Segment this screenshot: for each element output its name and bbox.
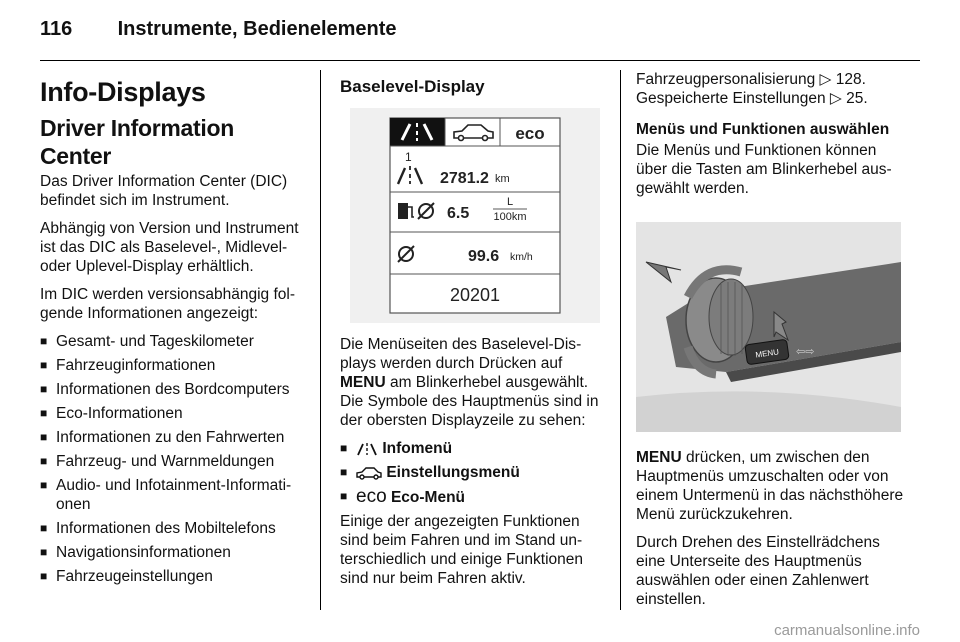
header-rule [40, 60, 920, 61]
list-item [340, 487, 605, 507]
baselevel-display-figure [350, 108, 600, 323]
page-ref-arrow-icon: ▷ [829, 90, 842, 107]
info-list [40, 332, 308, 586]
trip-index: 1 [405, 150, 412, 164]
column-divider [320, 70, 321, 610]
list-item: ■ Informationen zu den Fahrwerten [40, 428, 308, 447]
menu-item-label: Infomenü [382, 440, 453, 457]
speed-value: 99.6 [468, 248, 500, 265]
paragraph: Die Menüs und Funktionen können über die Tasten am Blinkerhebel ausgewählt werden. [636, 142, 892, 197]
paragraph: MENU drücken, um zwischen den Hauptmenüs umzuschalten oder von einem Untermenü in das nächsthöhere Menü zurückzukehren. [636, 449, 904, 523]
list-item [340, 439, 605, 458]
paragraph: Das Driver Information Center (DIC) befindet sich im Instrument. [40, 173, 288, 209]
list-item: ■ Informationen des Mobiltelefons [40, 519, 308, 538]
list-item: ■ Fahrzeug- und Warnmeldungen [40, 452, 308, 471]
odometer-value: 20201 [449, 285, 501, 305]
list-item [340, 463, 605, 482]
menu-item-label: Einstellungsmenü [386, 464, 520, 481]
list-item: ■ Audio- und Infotainment-Informationen [40, 476, 308, 514]
paragraph: Im DIC werden versionsabhängig folgende Informationen angezeigt: [40, 286, 296, 322]
fuel-value: 6.5 [447, 205, 470, 222]
fuel-unit-top: L [506, 196, 514, 208]
paragraph: Durch Drehen des Einstellrädchens eine Unterseite des Hauptmenüs auswählen oder einen Zahlenwert einstellen. [636, 534, 880, 608]
paragraph: Abhängig von Version und Instrument ist das DIC als Baselevel-, Midlevel- oder Uplevel-Display erhältlich. [40, 220, 299, 275]
distance-unit: km [495, 173, 510, 185]
chapter-title: Instrumente, Bedienelemente [117, 18, 397, 40]
eco-label: eco [515, 124, 545, 143]
page-number: 116 [40, 18, 73, 40]
distance-value: 2781.2 [440, 170, 489, 187]
page-header [40, 18, 397, 41]
list-item: ■ Eco-Informationen [40, 404, 308, 423]
list-item: ■ Navigationsinformationen [40, 543, 308, 562]
menu-key-label: MENU [636, 449, 682, 466]
cross-references: Fahrzeugpersonalisierung ▷ 128. Gespeicherte Einstellungen ▷ 25. [636, 71, 868, 107]
eco-icon: eco [356, 486, 387, 507]
column-3 [636, 70, 906, 618]
list-item: ■ Informationen des Bordcomputers [40, 380, 308, 399]
menu-key-label: MENU [340, 374, 386, 391]
lever-arrow-icon: ⇦⇨ [796, 346, 815, 358]
subsection-title: Menüs und Funktionen auswählen [636, 121, 890, 138]
column-1 [40, 70, 308, 591]
paragraph: Einige der angezeigten Funktionen sind beim Fahren und im Stand unterschiedlich und einige Funktionen sind nur beim Fahren aktiv. [340, 513, 583, 587]
lever-menu-label: MENU [754, 347, 780, 360]
list-item: ■ Fahrzeugeinstellungen [40, 567, 308, 586]
page-ref-arrow-icon: ▷ [819, 71, 832, 88]
fuel-unit-bottom: 100km [493, 211, 527, 223]
column-2 [340, 70, 605, 597]
watermark: carmanualsonline.info [774, 622, 920, 639]
section-title: Info-Displays [40, 77, 206, 107]
menu-list [340, 439, 605, 507]
menu-item-label: Eco-Menü [390, 489, 466, 506]
paragraph: Die Menüseiten des Baselevel-Displays werden durch Drücken auf MENU am Blinkerhebel ausgewählt. Die Symbole des Hauptmenüs sind in der obersten Displayzeile zu sehen: [340, 336, 599, 429]
column-divider [620, 70, 621, 610]
subsection-title: Baselevel-Display [340, 77, 485, 96]
info-icon [356, 442, 378, 456]
subsection-title: Driver Information Center [40, 115, 234, 169]
speed-unit: km/h [510, 251, 533, 263]
list-item: ■ Gesamt- und Tageskilometer [40, 332, 308, 351]
turn-signal-lever-figure [636, 222, 901, 432]
car-icon [356, 466, 382, 480]
list-item: ■ Fahrzeuginformationen [40, 356, 308, 375]
